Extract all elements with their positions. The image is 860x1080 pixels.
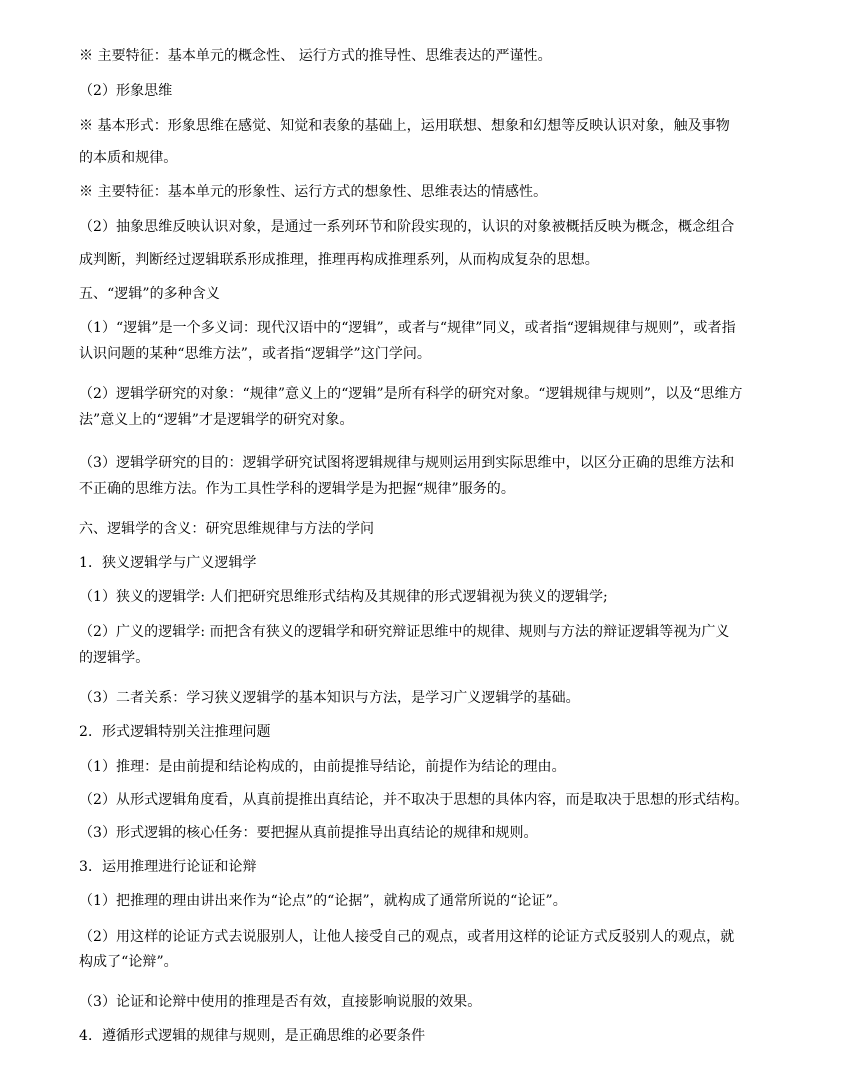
text-line: （2）逻辑学研究的对象：“规律”意义上的“逻辑”是所有科学的研究对象。“逻辑规律与规则”，以及“思维方: [79, 386, 743, 402]
subsection-heading: 3．运用推理进行论证和论辩: [79, 859, 257, 875]
text-line: （2）形象思维: [79, 83, 173, 99]
text-line: （2）用这样的论证方式去说服别人，让他人接受自己的观点，或者用这样的论证方式反驳别人的观点，就: [79, 929, 735, 945]
text-line: ※ 基本形式：形象思维在感觉、知觉和表象的基础上，运用联想、想象和幻想等反映认识对象，触及事物: [79, 118, 730, 134]
text-line: 不正确的思维方法。作为工具性学科的逻辑学是为把握“规律”服务的。: [79, 481, 515, 497]
text-line: （2）从形式逻辑角度看，从真前提推出真结论，并不取决于思想的具体内容，而是取决于思想的形式结构。: [79, 792, 749, 808]
text-line: （1）推理：是由前提和结论构成的，由前提推导结论，前提作为结论的理由。: [79, 759, 566, 775]
text-line: 成判断，判断经过逻辑联系形成推理，推理再构成推理系列，从而构成复杂的思想。: [79, 252, 599, 268]
subsection-heading: 1．狭义逻辑学与广义逻辑学: [79, 555, 257, 571]
text-line: 构成了“论辩”。: [79, 954, 178, 970]
text-line: ※ 主要特征：基本单元的形象性、运行方式的想象性、思维表达的情感性。: [79, 184, 548, 200]
section-heading: 五、“逻辑”的多种含义: [79, 286, 220, 302]
section-heading: 六、逻辑学的含义：研究思维规律与方法的学问: [79, 521, 375, 537]
subsection-heading: 4．遵循形式逻辑的规律与规则，是正确思维的必要条件: [79, 1028, 426, 1044]
text-line: （2）抽象思维反映认识对象，是通过一系列环节和阶段实现的，认识的对象被概括反映为概念，概念组合: [79, 219, 735, 235]
subsection-heading: 2．形式逻辑特别关注推理问题: [79, 724, 271, 740]
text-line: （1）“逻辑”是一个多义词：现代汉语中的“逻辑”，或者与“规律”同义，或者指“逻辑规律与规则”，或者指: [79, 320, 736, 336]
text-line: （1）狭义的逻辑学: 人们把研究思维形式结构及其规律的形式逻辑视为狭义的逻辑学;: [79, 589, 608, 605]
text-line: 的本质和规律。: [79, 150, 178, 166]
text-line: 法”意义上的“逻辑”才是逻辑学的研究对象。: [79, 412, 354, 428]
text-line: （3）论证和论辩中使用的推理是否有效，直接影响说服的效果。: [79, 994, 482, 1010]
text-line: 的逻辑学。: [79, 650, 150, 666]
text-line: （3）逻辑学研究的目的：逻辑学研究试图将逻辑规律与规则运用到实际思维中，以区分正确的思维方法和: [79, 455, 735, 471]
text-line: （1）把推理的理由讲出来作为“论点”的“论据”，就构成了通常所说的“论证”。: [79, 893, 567, 909]
text-line: （3）形式逻辑的核心任务：要把握从真前提推导出真结论的规律和规则。: [79, 825, 538, 841]
text-line: （2）广义的逻辑学: 而把含有狭义的逻辑学和研究辩证思维中的规律、规则与方法的辩证逻辑等视为广义: [79, 624, 730, 640]
text-line: 认识问题的某种“思维方法”，或者指“逻辑学”这门学问。: [79, 346, 431, 362]
text-line: ※ 主要特征：基本单元的概念性、 运行方式的推导性、思维表达的严谨性。: [79, 48, 552, 64]
text-line: （3）二者关系：学习狭义逻辑学的基本知识与方法，是学习广义逻辑学的基础。: [79, 690, 580, 706]
